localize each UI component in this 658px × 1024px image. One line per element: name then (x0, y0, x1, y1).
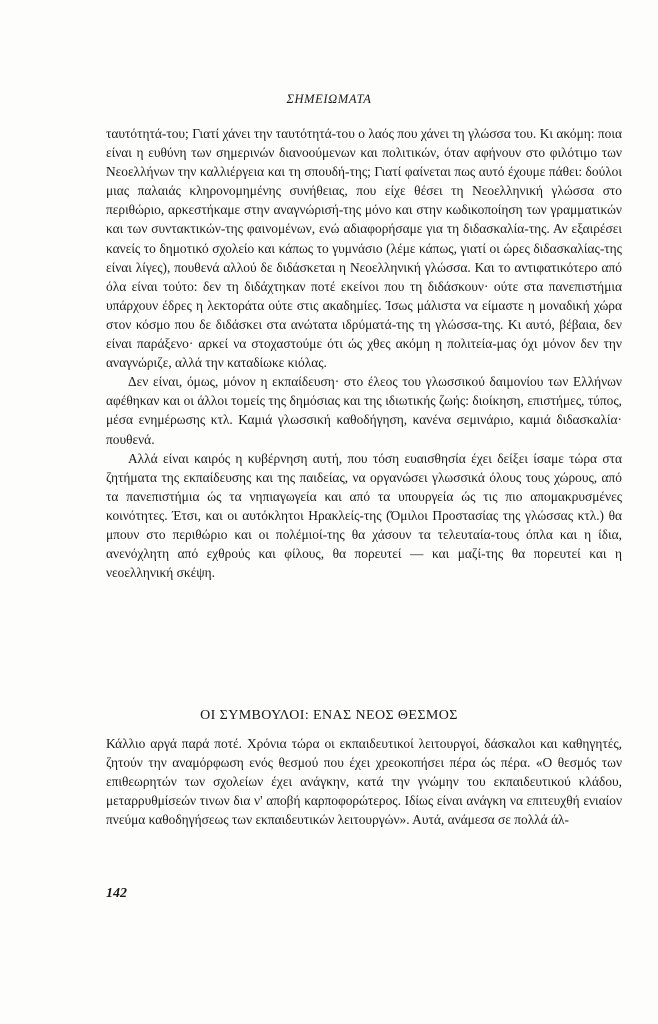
section-text (106, 734, 622, 829)
paragraph: Κάλλιο αργά παρά ποτέ. Χρόνια τώρα οι εκπαιδευτικοί λειτουργοί, δάσκαλοι και καθηγητές, ζητούν την αναμόρφωση ενός θεσμού που έχει χρεοκοπήσει πέρα ώς πέρα. «Ο θεσμός των επιθεωρητών των σχολείων έχει ανάγκην, κατά την γνώμην του εκπαιδευτικού κλάδου, μεταρρυθμίσεών τινων δια ν' αποβή καρποφορώτερος. Ιδίως είναι ανάγκη να επιτευχθή ενιαίον πνεύμα καθοδηγήσεως των εκπαιδευτικών λειτουργών». Αυτά, ανάμεσα σε πολλά άλ- (106, 736, 622, 828)
paragraph: Αλλά είναι καιρός η κυβέρνηση αυτή, που τόση ευαισθησία έχει δείξει ίσαμε τώρα στα ζητήματα της εκπαίδευσης και της παιδείας, να οργανώσει γλωσσικά όλους τους χώρους, από τα πανεπιστήμια ώς τα νηπιαγωγεία και από τα υπουργεία ώς τις πιο απομακρυσμένες κοινότητες. Έτσι, και οι αυτόκλητοι Ηρακλείς-της (Όμιλοι Προστασίας της γλώσσας κτλ.) θα μπουν στο περιθώριο και οι πολέμιοί-της θα χάσουν τα τελευταία-τους όπλα και η ίδια, ανενόχλητη από εχθρούς και φίλους, θα πορευτεί — και μαζί-της θα πορευτεί και η νεοελληνική σκέψη. (106, 450, 622, 581)
body-text (106, 124, 622, 582)
page-number: 142 (106, 886, 127, 901)
paragraph: Δεν είναι, όμως, μόνον η εκπαίδευση· στο έλεος του γλωσσικού δαιμονίου των Ελλήνων αφέθηκαν και οι άλλοι τομείς της δημόσιας και της ιδιωτικής ζωής: διοίκηση, επιστήμες, τύπος, μέσα ενημέρωσης κτλ. Καμιά γλωσσική καθοδήγηση, κανένα σεμινάριο, καμιά διδασκαλία· πουθενά. (106, 374, 622, 447)
running-title: ΣΗΜΕΙΩΜΑΤΑ (286, 92, 372, 106)
section-heading: ΟΙ ΣΥΜΒΟΥΛΟΙ: ΕΝΑΣ ΝΕΟΣ ΘΕΣΜΟΣ (200, 708, 458, 723)
paragraph: ταυτότητά-του; Γιατί χάνει την ταυτότητά-του ο λαός που χάνει τη γλώσσα του. Κι ακόμη: ποια είναι η ευθύνη των σημερινών διανοούμενων και πολιτικών, όταν αφήνουν στο φιλότιμο των Νεοελλήνων την καλλιέργεια και τη σπουδή-της; Γιατί φαίνεται πως αυτό έχουμε πάθει: δούλοι μιας παλαιάς κληρονομημένης συνήθειας, που είχε θέσει τη Νεοελληνική γλώσσα στο περιθώριο, αρκεστήκαμε στην αναγνώρισή-της μόνο και στην κωδικοποίηση των γραμματικών και των συντακτικών-της φαινομένων, ενώ αδιαφορήσαμε για τη διδασκαλία-της. Αν εξαιρέσει κανείς το δημοτικό σχολείο και κάπως το γυμνάσιο (λέμε κάπως, γιατί οι ώρες διδασκαλίας-της είναι λίγες), πουθενά αλλού δε διδάσκεται η Νεοελληνική γλώσσα. Και το αντιφατικότερο από όλα είναι τούτο: δεν τη διδάχτηκαν ποτέ εκείνοι που τη διδάσκουν· ούτε στα πανεπιστήμια υπάρχουν έδρες η λεκτοράτα ούτε στις ακαδημίες. Ίσως μάλιστα να είμαστε η μοναδική χώρα στον κόσμο που δε διδάσκει στα ανώτατα ιδρύματά-της τη γλώσσα-της. Κι αυτό, βέβαια, δεν είναι παράξενο· αρκεί να στοχαστούμε ότι ώς χθες ακόμη η πολιτεία-μας όχι μόνον δεν την αναγνώριζε, αλλά την καταδίωκε κιόλας. (106, 126, 622, 371)
